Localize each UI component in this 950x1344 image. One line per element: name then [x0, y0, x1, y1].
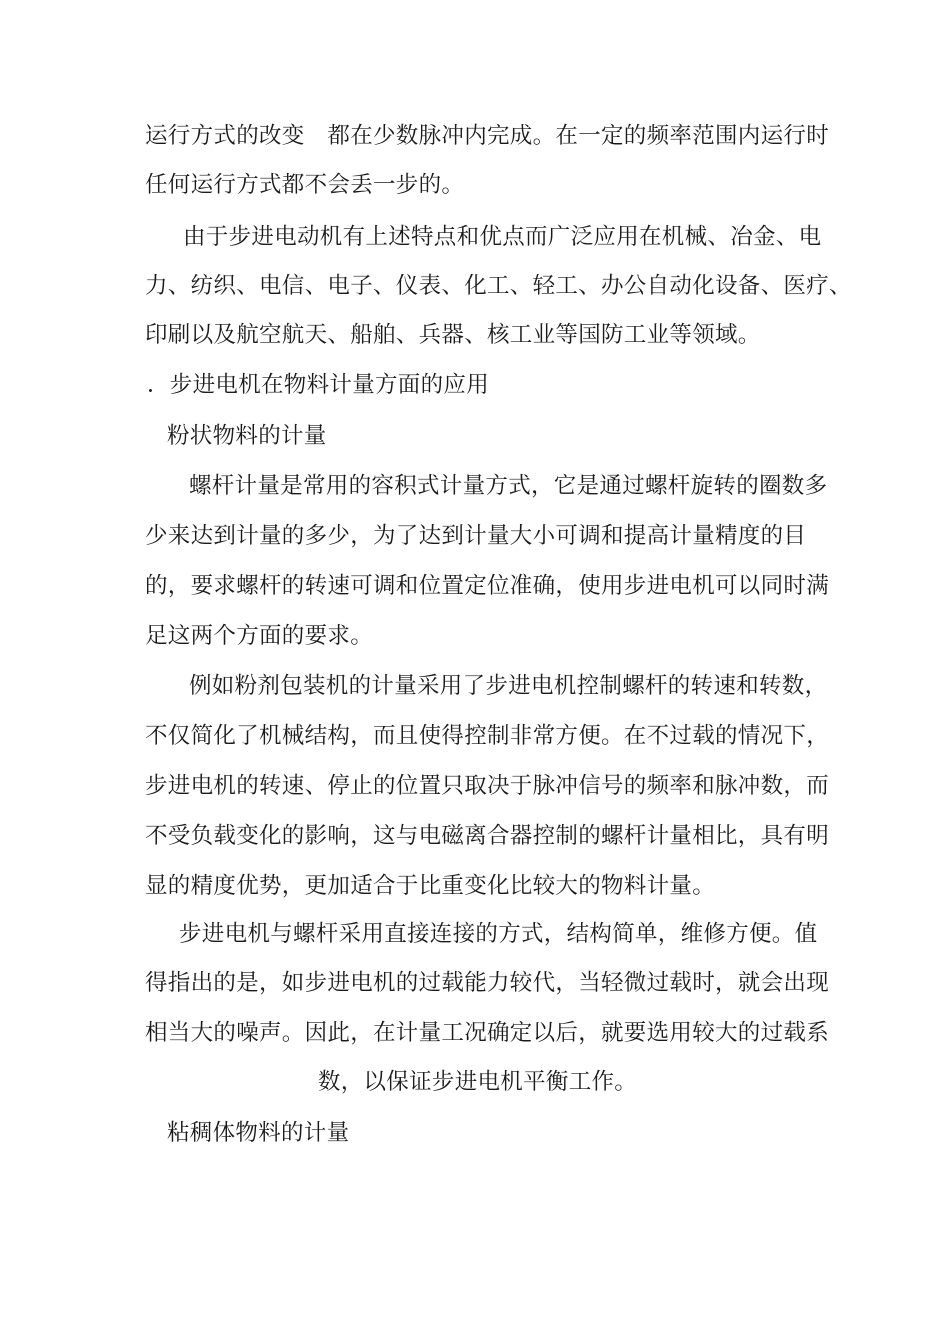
text-line: 运行方式的改变 都在少数脉冲内完成。在一定的频率范围内运行时	[145, 123, 830, 149]
text-line: 由于步进电动机有上述特点和优点而广泛应用在机械、冶金、电	[183, 224, 822, 250]
text-line: 例如粉剂包装机的计量采用了步进电机控制螺杆的转速和转数，	[189, 673, 828, 699]
text-line: 数，以保证步进电机平衡工作。	[317, 1069, 638, 1095]
text-line: 力、纺织、电信、电子、仪表、化工、轻工、办公自动化设备、医疗、	[145, 273, 852, 299]
text-line: 步进电机与螺杆采用直接连接的方式，结构简单，维修方便。值	[179, 921, 818, 947]
text-line: 少来达到计量的多少，为了达到计量大小可调和提高计量精度的目	[145, 523, 807, 549]
subsection-heading: 粉状物料的计量	[167, 423, 327, 449]
text-line: 螺杆计量是常用的容积式计量方式，它是通过螺杆旋转的圈数多	[189, 473, 828, 499]
text-line: 得指出的是，如步进电机的过载能力较代，当轻微过载时，就会出现	[145, 970, 830, 996]
section-heading: ．步进电机在物料计量方面的应用	[147, 372, 490, 398]
text-line: 不仅简化了机械结构，而且使得控制非常方便。在不过载的情况下，	[145, 723, 830, 749]
subsection-heading: 粘稠体物料的计量	[167, 1120, 350, 1146]
text-line: 任何运行方式都不会丢一步的。	[145, 172, 465, 198]
text-line: 不受负载变化的影响，这与电磁离合器控制的螺杆计量相比，具有明	[145, 823, 830, 849]
text-line: 的，要求螺杆的转速可调和位置定位准确，使用步进电机可以同时满	[145, 573, 830, 599]
text-line: 印刷以及航空航天、船舶、兵器、核工业等国防工业等领域。	[145, 322, 761, 348]
text-line: 步进电机的转速、停止的位置只取决于脉冲信号的频率和脉冲数，而	[145, 773, 830, 799]
text-line: 足这两个方面的要求。	[145, 623, 374, 649]
text-line: 显的精度优势，更加适合于比重变化比较大的物料计量。	[145, 873, 716, 899]
text-line: 相当大的噪声。因此，在计量工况确定以后，就要选用较大的过载系	[145, 1020, 830, 1046]
